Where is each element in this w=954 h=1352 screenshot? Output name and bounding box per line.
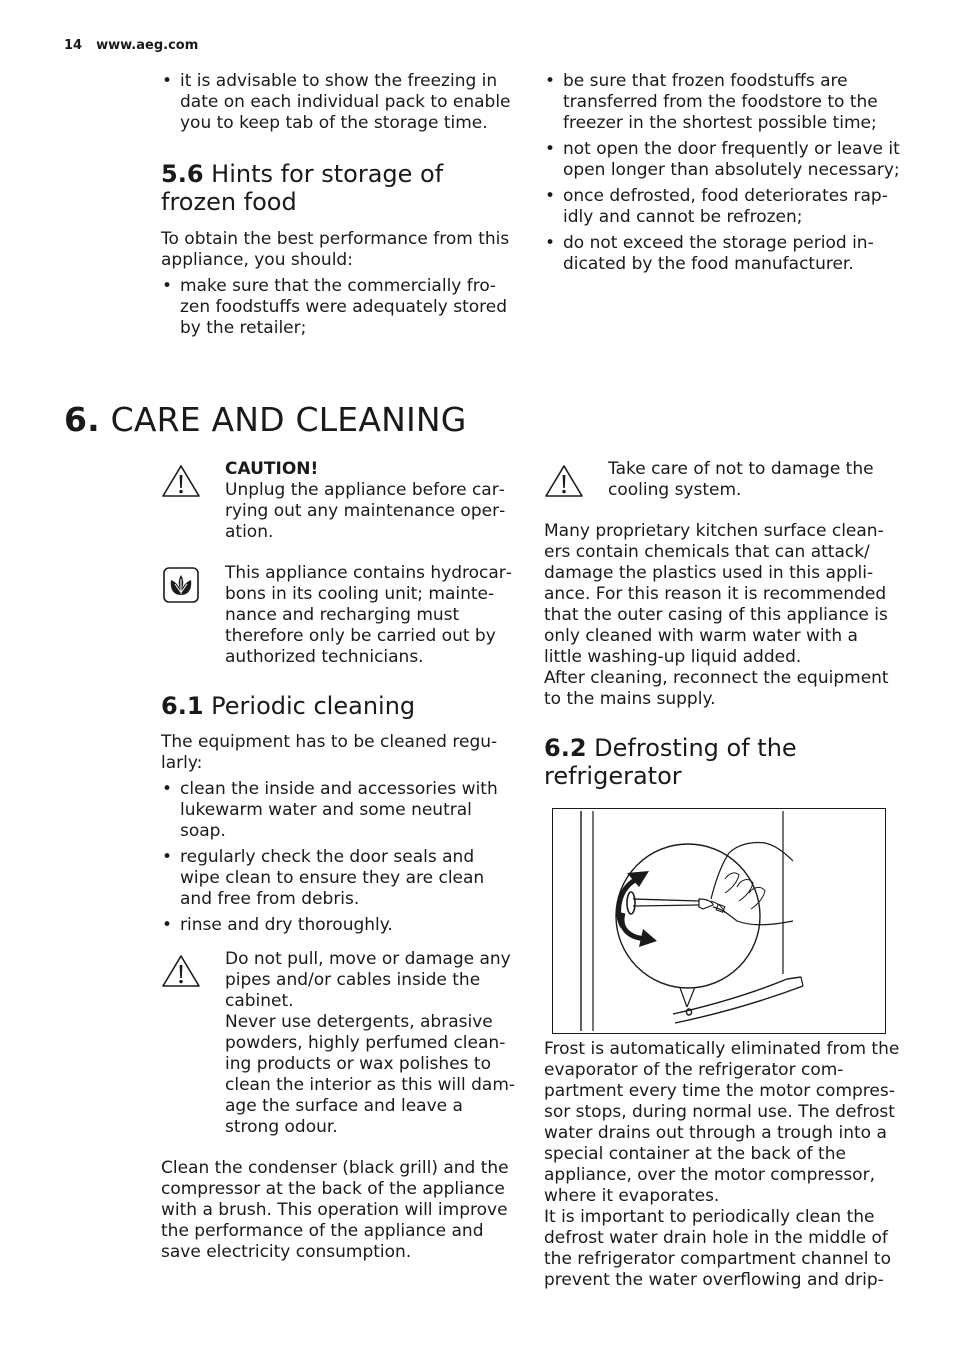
defrost-figure	[552, 808, 886, 1034]
paragraph: It is important to periodically clean the defrost water drain hole in the middle of the refrigerator compartment channel to prevent the water overflowing and drip-	[544, 1207, 891, 1290]
warning-note	[161, 949, 517, 1138]
environment-note	[161, 563, 517, 668]
bullet-list	[161, 779, 517, 936]
list-item: • regularly check the door seals and wipe clean to ensure they are clean and free from debris.	[161, 847, 517, 910]
warning-triangle-icon	[161, 463, 201, 499]
paragraph: After cleaning, reconnect the equipment to the mains supply.	[544, 668, 889, 709]
warning-text: Do not pull, move or damage any pipes and/or cables inside the cabinet.	[225, 949, 511, 1011]
page-number: 14	[64, 38, 83, 53]
warning-triangle-icon	[161, 953, 201, 989]
site-url: www.aeg.com	[96, 38, 199, 53]
paragraph: To obtain the best performance from this appliance, you should:	[161, 229, 510, 270]
cooling-note	[544, 459, 900, 501]
paragraph: Frost is automatically eliminated from the evaporator of the refrigerator compartment every time the motor compressor stops, during normal use. The defrost water drains out through a trough into a special container at the back of the appliance, over the motor compressor, where it evaporates.	[544, 1039, 900, 1206]
chapter-heading: 6. CARE AND CLEANING	[64, 400, 467, 439]
list-item: • clean the inside and accessories with lukewarm water and some neutral soap.	[161, 779, 517, 842]
caution-text: Unplug the appliance before carrying out any maintenance operation.	[225, 480, 506, 542]
left-column	[161, 459, 517, 1263]
environment-text: This appliance contains hydrocarbons in its cooling unit; maintenance and recharging must therefore only be carried out by authorized technicians.	[225, 563, 512, 667]
warning-text: Never use detergents, abrasive powders, highly perfumed cleaning products or wax polishes to clean the interior as this will damage the surface and leave a strong odour.	[225, 1012, 516, 1137]
list-item: • make sure that the commercially frozen foodstuffs were adequately stored by the retailer;	[161, 276, 517, 339]
paragraph: Clean the condenser (black grill) and the compressor at the back of the appliance with a brush. This operation will improve the performance of the appliance and save electricity consumption.	[161, 1158, 509, 1262]
paragraph: Many proprietary kitchen surface cleaners contain chemicals that can attack/ damage the plastics used in this appliance. For this reason it is recommended that the outer casing of this appliance is only cleaned with warm water with a little washing-up liquid added.	[544, 521, 888, 667]
page-header	[64, 38, 198, 53]
list-item: • it is advisable to show the freezing in date on each individual pack to enable you to keep tab of the storage time.	[161, 71, 517, 134]
section-heading-6-2: 6.2 Defrosting of the refrigerator	[544, 734, 797, 790]
caution-label: CAUTION!	[225, 459, 319, 479]
section-heading-5-6: 5.6 Hints for storage of frozen food	[161, 160, 444, 216]
bullet-list	[544, 71, 900, 275]
bullet-list	[161, 71, 517, 134]
list-item: • not open the door frequently or leave it open longer than absolutely necessary;	[544, 139, 900, 181]
right-column	[544, 459, 900, 790]
bullet-list	[161, 276, 517, 339]
drain-hole-cleaning-illustration	[553, 809, 885, 1033]
environment-plant-icon	[161, 567, 201, 603]
warning-triangle-icon	[544, 463, 584, 499]
list-item: • once defrosted, food deteriorates rapidly and cannot be refrozen;	[544, 186, 900, 228]
caution-note	[161, 459, 517, 543]
list-item: • do not exceed the storage period indicated by the food manufacturer.	[544, 233, 900, 275]
section-heading-6-1: 6.1 Periodic cleaning	[161, 692, 416, 720]
list-item: • rinse and dry thoroughly.	[161, 915, 517, 936]
top-left-column	[161, 71, 517, 344]
paragraph: The equipment has to be cleaned regularly:	[161, 732, 498, 773]
list-item: • be sure that frozen foodstuffs are transferred from the foodstore to the freezer in the shortest possible time;	[544, 71, 900, 134]
right-column-lower	[544, 1039, 900, 1291]
cooling-text: Take care of not to damage the cooling system.	[608, 459, 874, 500]
top-right-column	[544, 71, 900, 280]
